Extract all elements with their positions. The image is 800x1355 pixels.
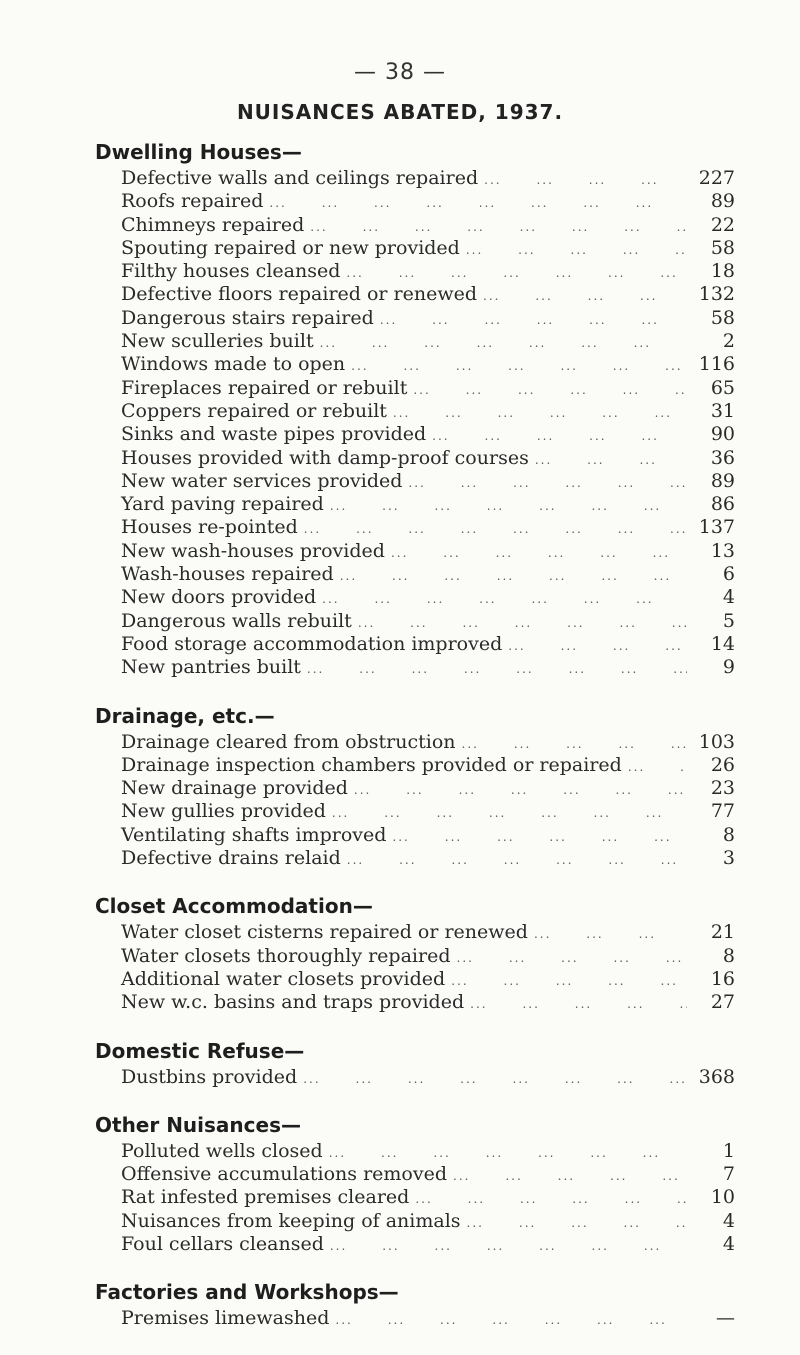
item-label: New wash-houses provided — [121, 539, 385, 562]
dot-leader — [320, 332, 687, 355]
table-row — [95, 1066, 735, 1089]
dot-leader — [330, 1235, 687, 1258]
item-label: Dustbins provided — [121, 1065, 298, 1088]
item-label: Spouting repaired or new provided — [121, 236, 460, 259]
table-row — [95, 777, 735, 800]
dot-leader — [453, 1165, 687, 1188]
item-label: New doors provided — [121, 586, 317, 609]
item-label: Water closets thoroughly repaired — [121, 944, 451, 967]
item-label: New drainage provided — [121, 777, 348, 800]
table-row — [95, 656, 735, 679]
dot-leader — [628, 756, 687, 779]
item-count: 3 — [722, 847, 735, 870]
table-row — [95, 586, 735, 609]
table-row — [95, 400, 735, 423]
item-count: 36 — [710, 446, 735, 469]
table-row — [95, 1307, 735, 1330]
table-row — [95, 447, 735, 470]
item-count: 58 — [710, 236, 735, 259]
dot-leader — [408, 472, 687, 495]
dot-leader — [380, 309, 687, 332]
item-count: 8 — [722, 823, 735, 846]
table-row — [95, 377, 735, 400]
item-label: Drainage inspection chambers provided or repaired — [121, 753, 622, 776]
section — [95, 1113, 735, 1256]
item-count: 89 — [710, 190, 735, 213]
table-row — [95, 516, 735, 539]
item-label: Dangerous walls rebuilt — [121, 609, 352, 632]
table-row — [95, 214, 735, 237]
table-row — [95, 330, 735, 353]
table-row — [95, 167, 735, 190]
dot-leader — [310, 216, 687, 239]
item-count: 13 — [710, 539, 735, 562]
table-row — [95, 754, 735, 777]
item-label: Filthy houses cleansed — [121, 260, 341, 283]
table-row — [95, 1233, 735, 1256]
item-count: 90 — [710, 423, 735, 446]
item-count: 58 — [710, 306, 735, 329]
table-row — [95, 307, 735, 330]
dot-leader — [307, 658, 687, 681]
dot-leader — [354, 779, 687, 802]
item-label: Chimneys repaired — [121, 213, 305, 236]
dot-leader — [304, 518, 687, 541]
item-label: Dangerous stairs repaired — [121, 306, 374, 329]
dot-leader — [391, 542, 687, 565]
item-count: 6 — [722, 563, 735, 586]
item-count: 4 — [722, 1209, 735, 1232]
item-label: New w.c. basins and traps provided — [121, 991, 465, 1014]
dot-leader — [303, 1068, 687, 1091]
dot-leader — [393, 402, 687, 425]
item-label: Defective floors repaired or renewed — [121, 283, 478, 306]
item-count: 23 — [710, 777, 735, 800]
item-count: 26 — [710, 753, 735, 776]
item-label: Rat infested premises cleared — [121, 1186, 410, 1209]
table-row — [95, 353, 735, 376]
dot-leader — [413, 379, 687, 402]
section — [95, 704, 735, 871]
item-count: 9 — [722, 656, 735, 679]
dot-leader — [462, 733, 688, 756]
table-row — [95, 1163, 735, 1186]
item-count: 103 — [698, 730, 735, 753]
dot-leader — [340, 565, 687, 588]
dot-leader — [483, 285, 687, 308]
section-heading: Domestic Refuse— — [95, 1038, 305, 1063]
item-count: 4 — [722, 1232, 735, 1255]
item-label: Defective drains relaid — [121, 847, 341, 870]
item-label: Windows made to open — [121, 353, 346, 376]
section-heading: Factories and Workshops— — [95, 1280, 399, 1305]
dot-leader — [535, 449, 687, 472]
item-count: 16 — [710, 967, 735, 990]
item-label: Sinks and waste pipes provided — [121, 423, 427, 446]
item-label: New pantries built — [121, 656, 301, 679]
nuisances-table — [95, 140, 735, 1355]
item-count: 8 — [722, 944, 735, 967]
item-count: 116 — [698, 353, 735, 376]
item-label: Offensive accumulations removed — [121, 1163, 448, 1186]
section — [95, 1280, 735, 1330]
table-row — [95, 260, 735, 283]
item-count: 2 — [722, 330, 735, 353]
section-heading: Dwelling Houses— — [95, 140, 302, 164]
item-count: 132 — [698, 283, 735, 306]
dot-leader — [508, 635, 687, 658]
item-count: 86 — [710, 493, 735, 516]
item-label: Defective walls and ceilings repaired — [121, 167, 479, 189]
dot-leader — [466, 239, 687, 262]
section — [95, 140, 735, 680]
table-row — [95, 968, 735, 991]
item-label: Roofs repaired — [121, 190, 264, 213]
dot-leader — [346, 262, 687, 285]
item-count: 65 — [710, 376, 735, 399]
table-row — [95, 921, 735, 944]
item-label: Fireplaces repaired or rebuilt — [121, 376, 408, 399]
item-label: Additional water closets provided — [121, 967, 446, 990]
table-row — [95, 563, 735, 586]
dot-leader — [467, 1212, 687, 1235]
dot-leader — [332, 802, 687, 825]
item-count: 7 — [722, 1163, 735, 1186]
table-row — [95, 283, 735, 306]
table-row — [95, 1186, 735, 1209]
item-count: 89 — [710, 469, 735, 492]
item-label: Yard paving repaired — [121, 493, 324, 516]
item-count: 1 — [722, 1139, 735, 1162]
item-label: New sculleries built — [121, 330, 314, 353]
item-label: Wash-houses repaired — [121, 563, 334, 586]
item-count: 22 — [710, 213, 735, 236]
table-row — [95, 800, 735, 823]
item-count: 368 — [698, 1065, 735, 1088]
item-label: Ventilating shafts improved — [121, 823, 387, 846]
dot-leader — [484, 169, 687, 192]
item-count: 14 — [710, 632, 735, 655]
page-number: — 38 — — [354, 60, 446, 85]
dot-leader — [330, 495, 687, 518]
table-row — [95, 493, 735, 516]
item-label: New gullies provided — [121, 800, 326, 823]
section-heading: Drainage, etc.— — [95, 703, 275, 728]
item-label: Drainage cleared from obstruction — [121, 730, 456, 753]
dot-leader — [347, 849, 687, 872]
dot-leader — [457, 947, 688, 970]
section — [95, 894, 735, 1014]
section-heading: Other Nuisances— — [95, 1112, 301, 1137]
dot-leader — [358, 612, 687, 635]
table-row — [95, 1140, 735, 1163]
item-label: Houses re-pointed — [121, 516, 298, 539]
item-count: 10 — [710, 1186, 735, 1209]
table-row — [95, 1210, 735, 1233]
dot-leader — [351, 355, 687, 378]
table-row — [95, 633, 735, 656]
item-count: 27 — [710, 991, 735, 1014]
item-label: New water services provided — [121, 469, 403, 492]
item-count: 4 — [722, 586, 735, 609]
dot-leader — [269, 192, 687, 215]
table-row — [95, 540, 735, 563]
item-label: Houses provided with damp-proof courses — [121, 446, 529, 469]
table-row — [95, 190, 735, 213]
item-label: Water closet cisterns repaired or renewed — [121, 921, 528, 944]
dot-leader — [534, 923, 687, 946]
dot-leader — [322, 588, 687, 611]
page-title: NUISANCES ABATED, 1937. — [236, 100, 564, 124]
item-label: Nuisances from keeping of animals — [121, 1209, 461, 1232]
dot-leader — [470, 993, 687, 1016]
item-count: 18 — [710, 260, 735, 283]
item-label: Premises limewashed — [121, 1307, 330, 1330]
table-row — [95, 991, 735, 1014]
section — [95, 1039, 735, 1089]
table-row — [95, 470, 735, 493]
item-label: Coppers repaired or rebuilt — [121, 399, 387, 422]
table-row — [95, 237, 735, 260]
item-label: Foul cellars cleansed — [121, 1232, 324, 1255]
item-count: 21 — [710, 921, 735, 944]
table-row — [95, 847, 735, 870]
item-count: 31 — [710, 399, 735, 422]
dot-leader — [451, 970, 687, 993]
dot-leader — [392, 826, 687, 849]
item-count: 77 — [710, 800, 735, 823]
item-label: Polluted wells closed — [121, 1139, 323, 1162]
dot-leader — [329, 1142, 687, 1165]
dot-leader — [335, 1309, 687, 1332]
item-count: 5 — [722, 609, 735, 632]
table-row — [95, 731, 735, 754]
table-row — [95, 824, 735, 847]
table-row — [95, 423, 735, 446]
item-count: 137 — [698, 516, 735, 539]
dot-leader — [432, 425, 687, 448]
section-heading: Closet Accommodation— — [95, 894, 373, 919]
table-row — [95, 610, 735, 633]
item-count: — — [716, 1307, 735, 1330]
item-label: Food storage accommodation improved — [121, 632, 503, 655]
dot-leader — [415, 1188, 687, 1211]
item-count: 227 — [698, 167, 735, 189]
table-row — [95, 945, 735, 968]
